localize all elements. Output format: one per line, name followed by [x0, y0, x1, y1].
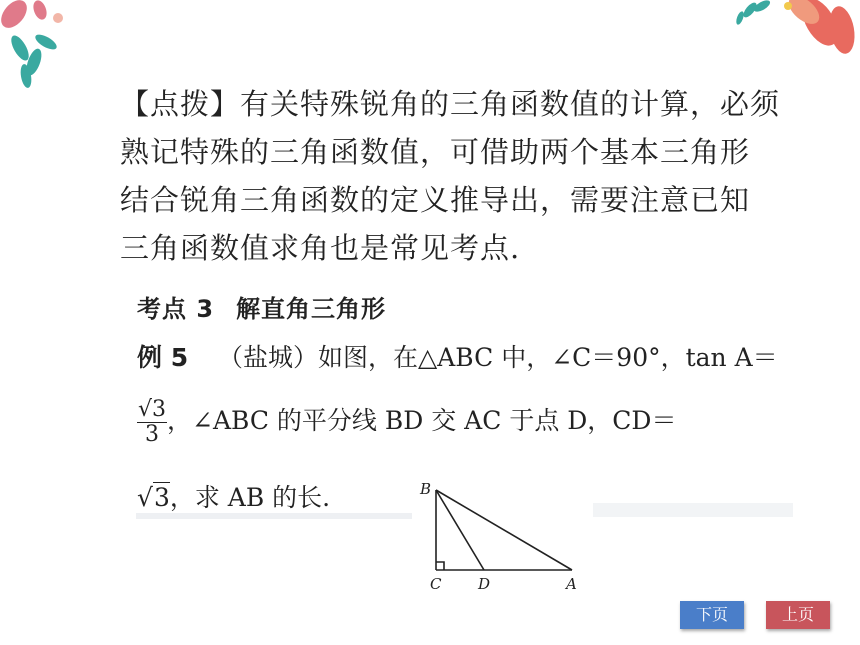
hint-line: 熟记特殊的三角函数值，可借助两个基本三角形	[120, 135, 751, 169]
hint-line: 【点拨】有关特殊锐角的三角函数值的计算，必须	[120, 87, 781, 121]
vertex-label-b: B	[420, 480, 432, 498]
previous-page-button[interactable]: 上页	[766, 601, 830, 629]
divider	[136, 513, 412, 519]
example-line-1	[137, 338, 778, 374]
sqrt-radicand: 3	[153, 483, 170, 512]
flower-decoration-icon	[730, 0, 860, 75]
vertex-label-d: D	[478, 575, 491, 593]
leaf-decoration-icon	[0, 0, 90, 90]
vertex-label-a: A	[566, 575, 577, 593]
example-text-2: ，∠ABC 的平分线 BD 交 AC 于点 D，CD＝	[167, 406, 677, 435]
section-heading	[137, 289, 386, 324]
hint-paragraph	[120, 80, 781, 272]
segment-ab	[436, 490, 572, 570]
hint-line: 三角函数值求角也是常见考点.	[120, 231, 521, 265]
next-page-button[interactable]: 下页	[680, 601, 744, 629]
right-angle-mark	[436, 562, 444, 570]
fraction-numerator: √3	[138, 397, 167, 422]
fraction-sqrt3-over-3	[137, 398, 167, 447]
example-line-2	[137, 398, 676, 447]
section-label: 考点 3	[137, 295, 215, 323]
triangle-diagram	[412, 478, 592, 596]
segment-bd	[436, 490, 484, 570]
section-title: 解直角三角形	[236, 295, 387, 323]
example-line-3	[137, 478, 330, 514]
example-source: （盐城）	[218, 343, 319, 372]
example-text-1: 如图，在△ABC 中，∠C＝90°，tan A＝	[318, 343, 778, 372]
divider	[593, 503, 793, 517]
fraction-denominator: 3	[145, 422, 159, 447]
vertex-label-c: C	[430, 575, 442, 593]
example-text-3: ，求 AB 的长.	[169, 483, 331, 512]
example-label: 例 5	[137, 343, 189, 372]
hint-line: 结合锐角三角函数的定义推导出，需要注意已知	[120, 183, 751, 217]
sqrt-expression: √3	[137, 483, 170, 512]
